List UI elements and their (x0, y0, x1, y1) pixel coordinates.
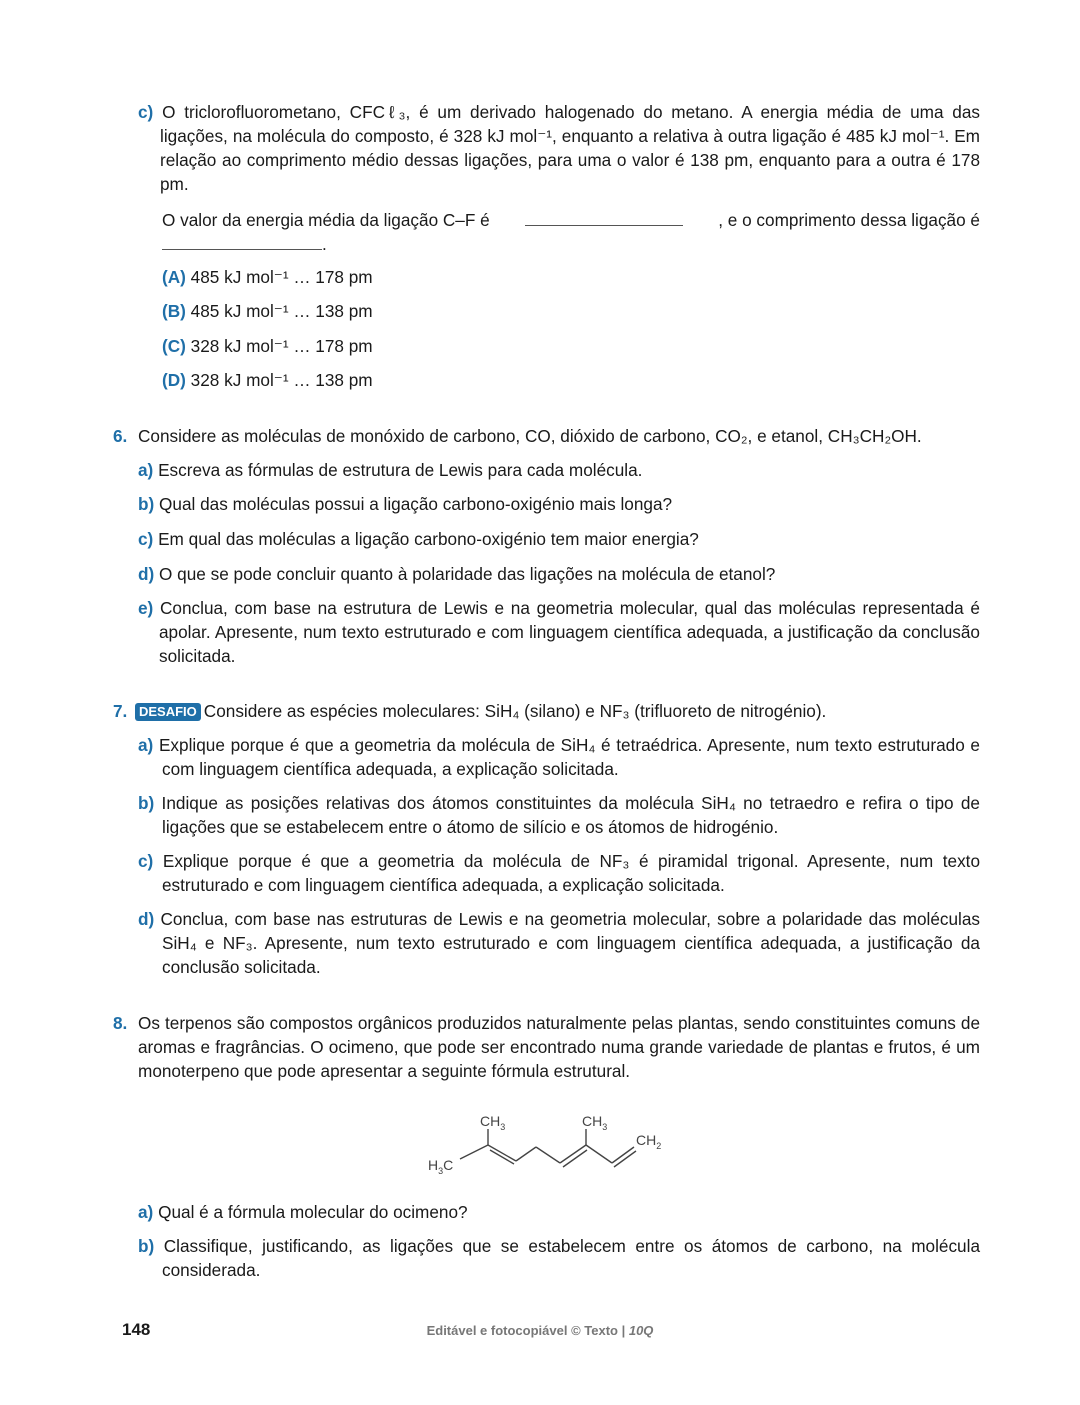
item-text: Conclua, com base na estrutura de Lewis e na geometria molecular, qual das moléculas representada é apolar. Apresente, num texto estruturado e com linguagem científica adequada, a justificação da conclusão solicitada. (159, 598, 980, 666)
item-text: Indique as posições relativas dos átomos constituintes da molécula SiH₄ no tetraedro e refira o tipo de ligações que se estabelecem entre o átomo de silício e os átomos de hidrogénio. (161, 793, 980, 837)
item-label: b) (138, 494, 155, 514)
q5c-stem (162, 207, 980, 232)
item-text: Em qual das moléculas a ligação carbono-oxigénio tem maior energia? (158, 529, 699, 549)
q7-stem (113, 699, 983, 723)
item-text: Escreva as fórmulas de estrutura de Lewis para cada molécula. (158, 460, 643, 480)
q5c-paragraph (138, 100, 980, 196)
item-label: a) (138, 735, 154, 755)
q6-text: Considere as moléculas de monóxido de carbono, CO, dióxido de carbono, CO₂, e etanol, CH₃CH₂OH. (138, 426, 922, 446)
option-text: 328 kJ mol⁻¹ … 138 pm (190, 370, 373, 390)
ch3-label-1: $CH_3$ (480, 1113, 506, 1132)
q7-text: Considere as espécies moleculares: SiH₄ (silano) e NF₃ (trifluoreto de nitrogénio). (203, 701, 827, 721)
q8-item-b (138, 1234, 980, 1282)
q7-item-a (138, 733, 980, 781)
q6-item-d (138, 562, 980, 586)
option-text: 328 kJ mol⁻¹ … 178 pm (190, 336, 373, 356)
option-text: 485 kJ mol⁻¹ … 138 pm (190, 301, 373, 321)
item-label: e) (138, 598, 154, 618)
q6-item-a (138, 458, 980, 482)
option-label: (B) (162, 301, 186, 321)
footer-credit (0, 1323, 1080, 1338)
option-text: 485 kJ mol⁻¹ … 178 pm (190, 267, 373, 287)
ch3-label-2: $CH_3$ (582, 1113, 608, 1132)
q8-number: 8. (113, 1013, 128, 1033)
q5c-option-d[interactable] (162, 368, 373, 392)
item-text: Conclua, com base nas estruturas de Lewis e na geometria molecular, sobre a polaridade das moléculas SiH₄ e NF₃. Apresente, num texto estruturado e com linguagem científica adequada, a justificação da conclusão solicitada. (160, 909, 981, 977)
q6-stem (113, 424, 983, 448)
q8-item-a (138, 1200, 980, 1224)
item-text: Explique porque é que a geometria da molécula de NF₃ é piramidal trigonal. Apresente, num texto estruturado e com linguagem científica adequada, a explicação solicitada. (162, 851, 981, 895)
item-label: c) (138, 851, 154, 871)
footer-text: Editável e fotocopiável © Texto | (426, 1323, 626, 1338)
q5c-stem-b: , e o comprimento dessa ligação é (718, 210, 980, 230)
q7-item-b (138, 791, 980, 839)
h3c-label: $H_3C$ (428, 1157, 454, 1176)
q5c-stem-line2 (162, 231, 327, 256)
q7-item-d (138, 907, 980, 979)
q5c-text: O triclorofluorometano, CFCℓ₃, é um derivado halogenado do metano. A energia média de uma das ligações, na molécula do composto, é 328 kJ mol⁻¹, enquanto a relativa à outra ligação é 485 kJ mol⁻¹. Em relação ao comprimento médio dessas ligações, para uma o valor é 138 pm, enquanto para a outra é 178 pm. (160, 102, 980, 194)
option-label: (D) (162, 370, 186, 390)
q7-item-c (138, 849, 980, 897)
footer-code: 10Q (628, 1323, 654, 1338)
item-text: Qual das moléculas possui a ligação carbono-oxigénio mais longa? (159, 494, 673, 514)
q6-number: 6. (113, 426, 128, 446)
item-label: d) (138, 564, 155, 584)
q8-stem (113, 1011, 980, 1083)
page-number: 148 (122, 1320, 151, 1339)
desafio-badge: DESAFIO (135, 703, 201, 721)
q5c-blank-1[interactable] (525, 207, 683, 226)
item-text: Classifique, justificando, as ligações que se estabelecem entre os átomos de carbono, na molécula considerada. (162, 1236, 980, 1280)
option-label: (C) (162, 336, 186, 356)
q5c-option-b[interactable] (162, 299, 373, 323)
item-label: c) (138, 529, 154, 549)
option-label: (A) (162, 267, 186, 287)
item-label: b) (138, 793, 155, 813)
q5c-stem-a: O valor da energia média da ligação C–F é (162, 210, 490, 230)
item-label: a) (138, 460, 154, 480)
q6-item-b (138, 492, 980, 516)
q5c-option-a[interactable] (162, 265, 373, 289)
item-label: b) (138, 1236, 155, 1256)
q5c-option-c[interactable] (162, 334, 373, 358)
q6-item-e (138, 596, 980, 668)
item-text: O que se pode concluir quanto à polaridade das ligações na molécula de etanol? (159, 564, 776, 584)
q6-item-c (138, 527, 980, 551)
item-label: a) (138, 1202, 154, 1222)
q5c-label: c) (138, 102, 154, 122)
q5c-stem-end: . (322, 234, 327, 254)
item-label: d) (138, 909, 155, 929)
item-text: Explique porque é que a geometria da molécula de SiH₄ é tetraédrica. Apresente, num texto estruturado e com linguagem científica adequada, a explicação solicitada. (158, 735, 980, 779)
skeletal-bonds (460, 1129, 636, 1167)
q7-number: 7. (113, 701, 128, 721)
ocimene-structure (420, 1105, 680, 1185)
ch2-label: $CH_2$ (636, 1132, 662, 1151)
q8-text: Os terpenos são compostos orgânicos produzidos naturalmente pelas plantas, sendo constituintes comuns de aromas e fragrâncias. O ocimeno, que pode ser encontrado numa grande variedade de plantas e frutos, é um monoterpeno que pode apresentar a seguinte fórmula estrutural. (138, 1013, 980, 1081)
q5c-blank-2[interactable] (162, 231, 322, 250)
item-text: Qual é a fórmula molecular do ocimeno? (158, 1202, 468, 1222)
